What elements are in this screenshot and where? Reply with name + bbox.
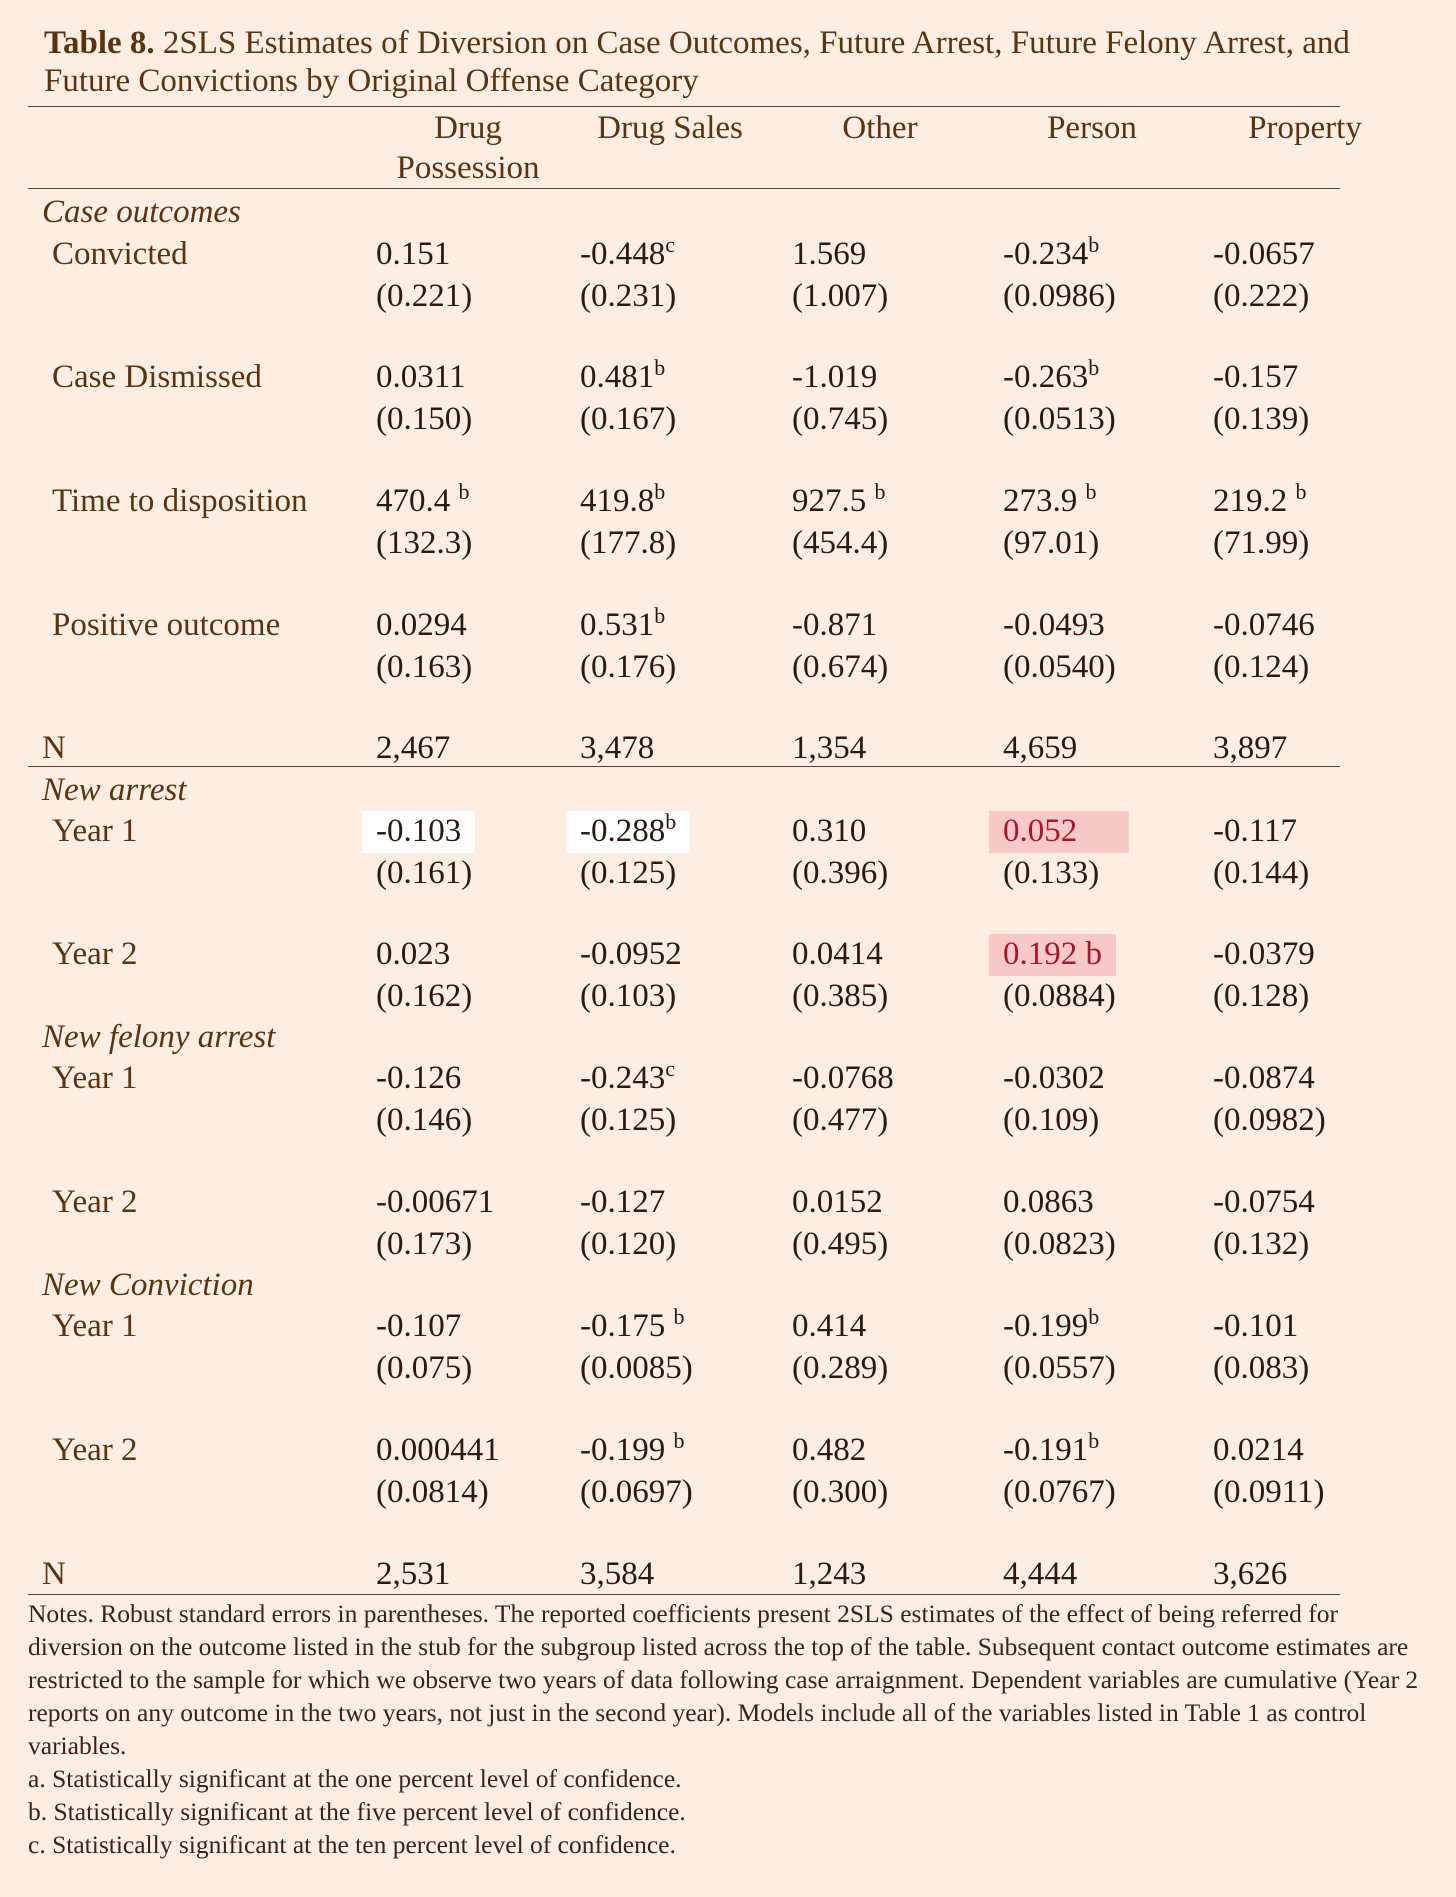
se-cell: (0.0823) [1003,1226,1116,1262]
row-label-positive-outcome: Positive outcome [52,607,281,643]
cell: -0.0874 [1213,1060,1315,1096]
cell: -0.0768 [792,1060,894,1096]
cell: 0.482 [792,1432,867,1468]
cell: -0.0493 [1003,607,1105,643]
cell [1003,934,1116,974]
se-cell: (0.0540) [1003,649,1116,685]
col-header-property: Property [1248,110,1362,146]
se-cell: (0.231) [580,278,677,314]
row-label-felony-year-2: Year 2 [52,1184,138,1220]
se-cell: (0.0986) [1003,278,1116,314]
row-label-conviction-year-2: Year 2 [52,1432,138,1468]
cell: 273.9 $^b$ [1003,479,1097,519]
cell: -0.263$^b$ [1003,355,1100,395]
row-label-arrest-year-1: Year 1 [52,813,138,849]
cell: 3,584 [580,1556,655,1592]
se-cell: (0.173) [376,1226,473,1262]
cell: -0.871 [792,607,878,643]
note-b: b. Statistically significant at the five percent level of confidence. [28,1797,686,1826]
cell: 3,626 [1213,1556,1288,1592]
se-cell: (0.163) [376,649,473,685]
se-cell: (0.103) [580,978,677,1014]
highlight-pink: 0.052 [989,811,1129,853]
cell: 0.0152 [792,1184,883,1220]
cell: -0.0754 [1213,1184,1315,1220]
table-number: Table 8. [44,25,155,61]
se-cell: (0.144) [1213,855,1310,891]
se-cell: (0.146) [376,1102,473,1138]
cell: 3,897 [1213,730,1288,766]
se-cell: (0.167) [580,401,677,437]
cell: 3,478 [580,730,655,766]
se-cell: (71.99) [1213,525,1310,561]
cell: -0.101 [1213,1308,1299,1344]
se-cell: (0.075) [376,1350,473,1386]
cell: 0.414 [792,1308,867,1344]
se-cell: (0.396) [792,855,889,891]
cell: -0.107 [376,1308,462,1344]
cell: -0.199 $^b$ [580,1428,685,1468]
table-caption: 2SLS Estimates of Diversion on Case Outcomes, Future Arrest, Future Felony Arrest, and Future Convictions by Original Offense Category [44,25,1350,99]
section-new-conviction: New Conviction [42,1267,254,1303]
cell: 0.531$^b$ [580,603,666,643]
cell: 0.023 [376,936,451,972]
se-cell: (0.150) [376,401,473,437]
cell: 0.000441 [376,1432,500,1468]
col-header-drug-possession: Drug Possession [396,110,540,186]
cell: -0.448$^c$ [580,232,676,272]
cell: -0.157 [1213,359,1299,395]
se-cell: (0.0814) [376,1474,489,1510]
cell: -0.0657 [1213,236,1315,272]
cell [580,811,690,851]
cell: 4,444 [1003,1556,1078,1592]
cell: -0.00671 [376,1184,495,1220]
table-title [44,24,1424,100]
se-cell: (0.0697) [580,1474,693,1510]
cell: -0.191$^b$ [1003,1428,1100,1468]
row-label-n: N [42,730,66,766]
highlight-white: -0.288$^b$ [566,811,690,853]
cell: 0.481$^b$ [580,355,666,395]
cell: -0.126 [376,1060,462,1096]
row-label-arrest-year-2: Year 2 [52,936,138,972]
cell: 0.0414 [792,936,883,972]
se-cell: (0.125) [580,1102,677,1138]
se-cell: (0.176) [580,649,677,685]
se-cell: (0.0982) [1213,1102,1326,1138]
cell: -0.175 $^b$ [580,1304,685,1344]
se-cell: (0.139) [1213,401,1310,437]
cell: -0.243$^c$ [580,1056,676,1096]
mid-rule [28,766,1340,767]
cell: 0.0214 [1213,1432,1304,1468]
cell: 0.0311 [376,359,466,395]
se-cell: (0.0884) [1003,978,1116,1014]
se-cell: (0.120) [580,1226,677,1262]
cell: 0.0863 [1003,1184,1094,1220]
se-cell: (0.222) [1213,278,1310,314]
cell: 219.2 $^b$ [1213,479,1307,519]
cell: 2,467 [376,730,451,766]
se-cell: (0.132) [1213,1226,1310,1262]
note-a: a. Statistically significant at the one percent level of confidence. [28,1764,682,1793]
col-header-other: Other [842,110,918,146]
cell: 927.5 $^b$ [792,479,886,519]
highlight-white: -0.103 [362,811,475,853]
row-label-felony-year-1: Year 1 [52,1060,138,1096]
cell: 0.310 [792,813,867,849]
se-cell: (97.01) [1003,525,1100,561]
se-cell: (0.133) [1003,855,1100,891]
row-label-n: N [42,1556,66,1592]
se-cell: (0.385) [792,978,889,1014]
cell: -0.117 [1213,813,1298,849]
se-cell: (0.0557) [1003,1350,1116,1386]
cell [1003,811,1129,851]
se-cell: (0.0085) [580,1350,693,1386]
cell: -0.0302 [1003,1060,1105,1096]
se-cell: (177.8) [580,525,677,561]
se-cell: (0.109) [1003,1102,1100,1138]
section-new-felony-arrest: New felony arrest [42,1019,276,1055]
se-cell: (132.3) [376,525,473,561]
se-cell: (0.300) [792,1474,889,1510]
cell: -0.0952 [580,936,682,972]
section-case-outcomes: Case outcomes [42,194,241,230]
cell [376,811,475,851]
cell: 4,659 [1003,730,1078,766]
cell: 1.569 [792,236,867,272]
note-c: c. Statistically significant at the ten percent level of confidence. [28,1830,676,1859]
se-cell: (0.495) [792,1226,889,1262]
cell: 0.0294 [376,607,467,643]
table-notes [28,1597,1438,1861]
cell: -0.127 [580,1184,666,1220]
se-cell: (0.0911) [1213,1474,1325,1510]
se-cell: (0.289) [792,1350,889,1386]
row-label-time-to-disposition: Time to disposition [52,483,308,519]
se-cell: (0.161) [376,855,473,891]
se-cell: (0.0513) [1003,401,1116,437]
row-label-convicted: Convicted [52,236,188,272]
se-cell: (0.162) [376,978,473,1014]
cell: 1,354 [792,730,867,766]
se-cell: (1.007) [792,278,889,314]
cell: 2,531 [376,1556,451,1592]
notes-main: Notes. Robust standard errors in parentheses. The reported coefficients present 2SLS estimates of the effect of being referred for diversion on the outcome listed in the stub for the subgroup listed across the top of the table. Subsequent contact outcome estimates are restricted to the sample for which we observe two years of data following case arraignment. Dependent variables are cumulative (Year 2 reports on any outcome in the two years, not just in the second year). Models include all of the variables listed in Table 1 as control variables. [28,1599,1419,1760]
se-cell: (0.125) [580,855,677,891]
cell: -0.0746 [1213,607,1315,643]
cell: 0.151 [376,236,451,272]
se-cell: (0.221) [376,278,473,314]
row-label-case-dismissed: Case Dismissed [52,359,262,395]
col-header-person: Person [1047,110,1137,146]
cell: 1,243 [792,1556,867,1592]
se-cell: (454.4) [792,525,889,561]
highlight-pink: 0.192 b [989,934,1116,976]
header-rule [28,188,1340,189]
section-new-arrest: New arrest [42,772,187,808]
se-cell: (0.745) [792,401,889,437]
col-header-drug-sales: Drug Sales [597,110,743,146]
cell: 419.8$^b$ [580,479,666,519]
cell: 470.4 $^b$ [376,479,470,519]
se-cell: (0.0767) [1003,1474,1116,1510]
se-cell: (0.674) [792,649,889,685]
se-cell: (0.477) [792,1102,889,1138]
se-cell: (0.128) [1213,978,1310,1014]
bottom-rule [28,1594,1340,1595]
cell: -0.0379 [1213,936,1315,972]
se-cell: (0.124) [1213,649,1310,685]
row-label-conviction-year-1: Year 1 [52,1308,138,1344]
se-cell: (0.083) [1213,1350,1310,1386]
cell: -0.199$^b$ [1003,1304,1100,1344]
cell: -1.019 [792,359,878,395]
top-rule [28,106,1340,107]
cell: -0.234$^b$ [1003,232,1100,272]
